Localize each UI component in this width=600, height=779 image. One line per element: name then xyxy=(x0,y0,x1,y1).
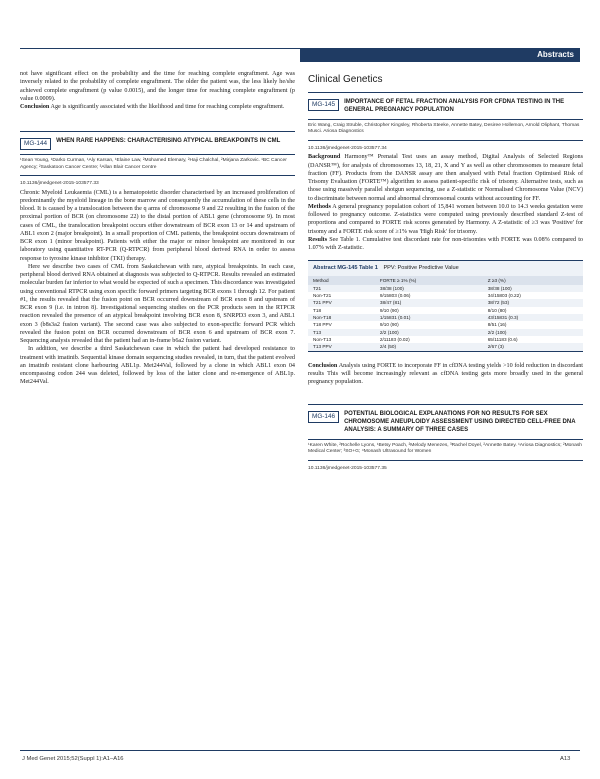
table-row xyxy=(308,285,583,292)
table-cell: 38/72 (53) xyxy=(487,300,510,306)
section-title: Clinical Genetics xyxy=(308,74,383,85)
table-cell: 9/15803 (0.06) xyxy=(375,292,483,299)
table-header-row xyxy=(308,276,583,285)
abstract-rule xyxy=(308,92,583,93)
table-cell: 43/15831 (0.3) xyxy=(487,315,519,321)
column-header: Z ≥3 (%) xyxy=(483,276,583,285)
results-table xyxy=(308,260,583,351)
abstract-doi: 10.1136/jmedgenet-2015-103577.33 xyxy=(20,181,99,187)
column-header: Method xyxy=(308,276,375,285)
conclusion-label: Conclusion xyxy=(308,362,338,369)
table-row xyxy=(308,321,583,328)
table-cell: 65/11183 (0.6) xyxy=(483,336,583,343)
table-cell: Non-T21 xyxy=(308,292,375,299)
table-cell: 9/10 (90) xyxy=(375,321,483,328)
table-cell: T21 PPV xyxy=(313,300,332,306)
abstract-rule xyxy=(308,439,583,440)
page-number: A13 xyxy=(560,756,571,762)
methods-paragraph: Methods A general pregnancy population cohort of 15,841 women between 10.0 to 14.3 weeks gestation were followed to pregnancy outcome. Z-statistics were computed using previously described standard Z-test of proportions and compared to FORTE risk scores generated by Harmony. A Z-statistic of ≥3 was 'Positive' for trisomy and a FORTE risk score of ≥1% was 'High Risk' for trisomy. xyxy=(308,203,583,235)
abstract-code: MG-146 xyxy=(308,411,339,423)
column-header: FORTE ≥ 1% (%) xyxy=(375,276,483,285)
abstract-title: WHEN RARE HAPPENS: CHARACTERISING ATYPICAL BREAKPOINTS IN CML xyxy=(56,138,281,145)
table-cell: 1/15831 (0.01) xyxy=(379,315,411,321)
table-cell: T21 xyxy=(313,285,322,291)
abstract-rule xyxy=(20,131,295,132)
table-cell: T18 PPV xyxy=(308,321,375,328)
table-caption-text: PPV: Positive Predictive Value xyxy=(383,265,459,272)
results-paragraph: Results See Table 1. Cumulative test discordant rate for non-trisomies with FORTE was 0.08% compared to 1.07% with Z-statistic. xyxy=(308,236,583,252)
table-cell: 8/51 (16) xyxy=(483,321,583,328)
table-row xyxy=(308,314,583,321)
abstract-paragraph: Chronic Myeloid Leukaemia (CML) is a hematopoietic disorder characterised by an increased proliferation of predominantly the myeloid lineage in the bone marrow and consequently the accumulation of these cells in the blood. It is caused by a translocation between the q arms of chromosome 9 and 22 resulting in the fusion of the proximal portion of BCR (on chromosome 22) to the distal portion of ABL1 gene (chromosome 9). In most cases of CML, the translocation breakpoint occurs either downstream of BCR exon 13 or 14 and upstream of ABL1 exon 2 (major breakpoint). In a small proportion of CML patients, the breakpoint occurs downstream of BCR exon 1 (minor breakpoint). Patients with either the major or minor breakpoint are monitored in our laboratory using quantitative RT-PCR (Q-RTPCR) from peripheral blood derived RNA in order to assess response to tyrosine kinase inhibitor (TKI) therapy. xyxy=(20,189,295,262)
table-row xyxy=(308,299,583,306)
left-column xyxy=(20,70,295,387)
abstract-rule xyxy=(20,154,295,155)
footer-rule xyxy=(20,750,580,751)
table-caption xyxy=(308,261,583,275)
abstract-rule xyxy=(308,460,583,461)
table-cell: Non-T13 xyxy=(308,336,375,343)
intro-paragraph: not have significant effect on the probability and the time for reaching complete engraftment. Age was inversely related to the probability of complete engraftment. The older the patient was, the less likely he/she achieved complete engraftment (p value 0.0015), and the longer time for reaching complete engraftment (p value 0.0009). xyxy=(20,71,295,102)
abstract-rule xyxy=(308,119,583,120)
abstract-doi: 10.1136/jmedgenet-2015-103577.34 xyxy=(308,146,387,152)
abstract-doi: 10.1136/jmedgenet-2015-103577.35 xyxy=(308,465,387,471)
table-row xyxy=(308,336,583,343)
header-rule xyxy=(20,48,300,49)
conclusion-label: Conclusion xyxy=(20,104,50,110)
data-table xyxy=(308,276,583,351)
background-label: Background xyxy=(308,154,341,161)
table-cell: Non-T18 xyxy=(313,315,332,321)
table-cell: 9/10 (90) xyxy=(375,307,483,314)
methods-label: Methods xyxy=(308,203,331,210)
right-column xyxy=(308,70,583,473)
section-banner: Abstracts xyxy=(300,48,580,62)
abstract-code: MG-144 xyxy=(20,138,51,150)
footer-citation: J Med Genet 2015;52(Suppl 1):A1–A16 xyxy=(22,756,124,762)
background-paragraph: Background Harmony™ Prenatal Test uses an assay method, Digital Analysis of Selected Regions (DANSR™), for analysis of chromosomes 13, 18, 21, X and Y as well as other chromosomes to measure fetal fraction (FF). Products from the DANSR assay are then analysed with Fetal fraction Optimised Risk of Trisomy Evaluation (FORTE™) algorithm to assess patient-specific risk of trisomy. Alternative tests, such as those using massively parallel shotgun sequencing, use a Z-statistic or Normalised Chromosome Value (NCV) to discriminate between normal and abnormal chromosomal counts without accounting for FF. xyxy=(308,154,583,202)
abstract-authors: ¹Sean Young, ¹Darko Curman, ¹Aly Karsan, ¹Elaine Law, ²Mohamed Elemary, ²Haji Chalchal, ²Mirjana Zarkovic. ¹BC Cancer Agency; ²Saskatoon Cancer Centre; ³Allan Blair Cancer Centre xyxy=(20,158,287,170)
table-cell: 38/47 (81) xyxy=(379,300,402,306)
table-cell: 38/38 (100) xyxy=(487,285,512,291)
table-cell: T13 xyxy=(313,329,322,335)
abstract-paragraph: Here we describe two cases of CML from Saskatchewan with rare, atypical breakpoints. In each case, peripheral blood derived RNA obtained at diagnosis was subjected to Q-RTPCR. Results revealed an estimated molecular burden far inferior to what would be expected of such a specimen. This discordance was investigated using conventional RTPCR using exon specific forward primers targeting BCR exons 1 through 12. For patient #1, the results revealed that the fusion point on BCR occurred downstream of BCR exon 8 and upstream of BCR exon 9 (i.e. in intron 8). Investigational sequencing studies on the PCR products seen in the RTPCR reaction revealed the presence of an atypical breakpoint involving BCR exon 8, SNRPD3 exon 3, and ABL1 exon 3 (b8s3a2 fusion variant). The second case was also subjected to exon-specific forward PCR which revealed the fusion point on BCR occurred downstream of BCR exon 6 and upstream of BCR exon 7. Sequencing analysis revealed that the patient had an in-frame b6a2 fusion variant. xyxy=(20,263,295,345)
table-row xyxy=(308,292,583,299)
abstract-title: IMPORTANCE OF FETAL FRACTION ANALYSIS FOR CFDNA TESTING IN THE GENERAL PREGNANCY POPULATION xyxy=(344,99,565,114)
abstract-rule xyxy=(308,140,583,141)
abstract-header-mg144 xyxy=(20,138,295,150)
conclusion-paragraph: Conclusion Analysis using FORTE to incorporate FF in cfDNA testing yields >10 fold reduction in discordant results This will become increasingly relevant as cfDNA testing gets more broadly used in the general pregnancy population. xyxy=(308,362,583,385)
table-cell: 38/38 (100) xyxy=(379,285,404,291)
table-cell: 8/10 (80) xyxy=(483,307,583,314)
table-cell: T13 PPV xyxy=(313,344,332,350)
table-cell: 2/4 (50) xyxy=(379,344,397,350)
table-row xyxy=(308,343,583,350)
abstract-header-mg145 xyxy=(308,99,583,115)
table-cell: T18 xyxy=(308,307,375,314)
table-row xyxy=(308,329,583,336)
table-cell: 34/15803 (0.22) xyxy=(483,292,583,299)
table-row xyxy=(308,307,583,314)
table-cell: 2/2 (100) xyxy=(487,329,507,335)
abstract-paragraph: In addition, we describe a third Saskatchewan case in which the patient had developed resistance to treatment with imatinib. Sequential kinase domain sequencing studies revealed, in turn, that the patient evolved an imatinib resistant clone harbouring ABL1p. Met244Val, followed by a clone in which ABL1 exon 04 encompassing codon 244 was deleted, followed by loss of the latter clone and re-emergence of ABL1p. Met244Val. xyxy=(20,346,295,386)
abstract-header-mg146 xyxy=(308,411,583,434)
table-cell: 2/2 (100) xyxy=(379,329,399,335)
abstract-authors: Eric Wang, Craig Struble, Christopher Kingsley, Rhoberta Steeke, Annette Batey, Desiree Hollemon, Arnold Oliphant, Thomas Musci. Ariosa Diagnostics xyxy=(308,122,580,135)
abstract-authors: ¹Karen White, ²Rochelle Lyons, ¹Betsy Poach, ²Melody Menezes, ³Rachel Doyel, ²Annette Batey. ¹Ariosa Diagnostics; ²Monash Medical Center; ³SO+G; ⁴Monash Ultrasound for Women xyxy=(308,442,582,455)
intro-conclusion: Conclusion Age is significantly associated with the likelihood and time for reaching complete engraftment. xyxy=(20,104,285,110)
abstract-rule xyxy=(20,175,295,176)
abstract-code: MG-145 xyxy=(308,99,339,111)
abstract-rule xyxy=(308,404,583,405)
table-cell: 2/11183 (0.02) xyxy=(375,336,483,343)
table-label: Abstract MG-145 Table 1 xyxy=(313,265,378,272)
table-cell: 2/67 (3) xyxy=(487,344,504,350)
abstract-title: POTENTIAL BIOLOGICAL EXPLANATIONS FOR NO RESULTS FOR SEX CHROMOSOME ANEUPLOIDY ASSESSMENT USING DIRECTED CELL-FREE DNA ANALYSIS: A SUMMARY OF THREE CASES xyxy=(344,411,576,433)
results-label: Results xyxy=(308,236,328,243)
